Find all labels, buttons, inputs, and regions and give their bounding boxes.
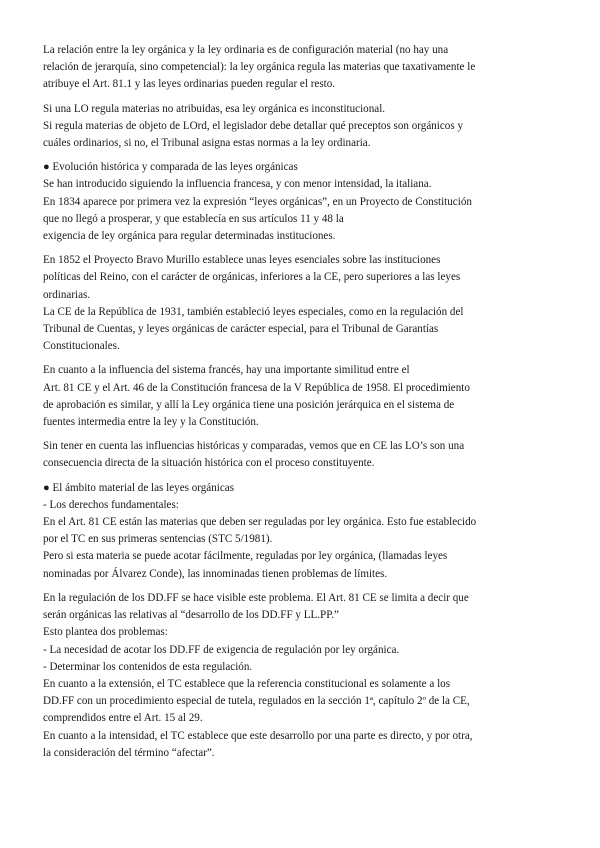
text-line: En 1852 el Proyecto Bravo Murillo establece unas leyes esenciales sobre las instituciones bbox=[43, 254, 441, 267]
paragraph-influencia-francesa bbox=[43, 362, 555, 431]
text-line: Art. 81 CE y el Art. 46 de la Constitución francesa de la V República de 1958. El procedimiento bbox=[43, 381, 470, 394]
text-line: consecuencia directa de la situación histórica con el proceso constituyente. bbox=[43, 457, 375, 470]
text-line: que no llegó a prosperar, y que establecía en sus artículos 11 y 48 la bbox=[43, 212, 344, 225]
section-heading-ambito: ● El ámbito material de las leyes orgánicas bbox=[43, 481, 235, 494]
text-line: En la regulación de los DD.FF se hace visible este problema. El Art. 81 CE se limita a decir que bbox=[43, 591, 469, 604]
paragraph-inconstitucional bbox=[43, 101, 555, 153]
text-line: comprendidos entre el Art. 15 al 29. bbox=[43, 712, 203, 725]
paragraph-bravo-murillo bbox=[43, 252, 555, 355]
text-line: atribuye el Art. 81.1 y las leyes ordinarias pueden regular el resto. bbox=[43, 78, 336, 91]
paragraph-regulacion-ddff bbox=[43, 590, 555, 762]
text-line: En el Art. 81 CE están las materias que deben ser reguladas por ley orgánica. Esto fue establecido bbox=[43, 516, 477, 529]
text-line: En cuanto a la influencia del sistema francés, hay una importante similitud entre el bbox=[43, 364, 410, 377]
text-line: - Los derechos fundamentales: bbox=[43, 498, 179, 511]
section-heading-evolucion: ● Evolución histórica y comparada de las leyes orgánicas bbox=[43, 161, 298, 174]
text-line: serán orgánicas las relativas al “desarrollo de los DD.FF y LL.PP.” bbox=[43, 609, 339, 622]
section-ambito-material bbox=[43, 480, 555, 583]
text-line: relación de jerarquía, sino competencial): la ley orgánica regula las materias que taxativamente le bbox=[43, 61, 476, 74]
text-line: nominadas por Álvarez Conde), las innominadas tienen problemas de límites. bbox=[43, 567, 388, 580]
text-line: En 1834 aparece por primera vez la expresión “leyes orgánicas”, en un Proyecto de Constitución bbox=[43, 195, 472, 208]
text-line: DD.FF con un procedimiento especial de tutela, regulados en la sección 1ª, capítulo 2º de la CE, bbox=[43, 695, 470, 708]
text-line: la consideración del término “afectar”. bbox=[43, 746, 215, 759]
text-line: por el TC en sus primeras sentencias (STC 5/1981). bbox=[43, 533, 273, 546]
text-line: En cuanto a la intensidad, el TC establece que este desarrollo por una parte es directo, y por otra, bbox=[43, 729, 473, 742]
text-line: Se han introducido siguiendo la influencia francesa, y con menor intensidad, la italiana. bbox=[43, 178, 432, 191]
text-line: Si una LO regula materias no atribuidas, esa ley orgánica es inconstitucional. bbox=[43, 102, 386, 115]
text-line: Esto plantea dos problemas: bbox=[43, 626, 168, 639]
text-line: Tribunal de Cuentas, y leyes orgánicas de carácter especial, para el Tribunal de Garantías bbox=[43, 323, 439, 336]
text-line: - La necesidad de acotar los DD.FF de exigencia de regulación por ley orgánica. bbox=[43, 643, 400, 656]
document-page bbox=[43, 42, 555, 769]
text-line: La CE de la República de 1931, también estableció leyes especiales, como en la regulación del bbox=[43, 305, 464, 318]
text-line: Sin tener en cuenta las influencias históricas y comparadas, vemos que en CE las LO’s son una bbox=[43, 440, 465, 453]
text-line: - Determinar los contenidos de esta regulación. bbox=[43, 660, 253, 673]
text-line: Pero si esta materia se puede acotar fácilmente, reguladas por ley orgánica, (llamadas leyes bbox=[43, 550, 448, 563]
text-line: La relación entre la ley orgánica y la ley ordinaria es de configuración material (no hay una bbox=[43, 44, 449, 56]
text-line: fuentes intermedia entre la ley y la Constitución. bbox=[43, 416, 259, 429]
text-line: políticas del Reino, con el carácter de orgánicas, inferiores a la CE, pero superiores a las leyes bbox=[43, 271, 461, 284]
text-line: cuáles ordinarios, si no, el Tribunal asigna estas normas a la ley ordinaria. bbox=[43, 137, 371, 150]
paragraph-situacion-historica bbox=[43, 438, 555, 472]
text-line: de aprobación es similar, y allí la Ley orgánica tiene una posición jerárquica en el sistema de bbox=[43, 398, 455, 411]
paragraph-relacion bbox=[43, 42, 555, 94]
text-line: Constitucionales. bbox=[43, 340, 120, 353]
text-line: Si regula materias de objeto de LOrd, el legislador debe detallar qué preceptos son orgánicos y bbox=[43, 119, 463, 132]
text-line: exigencia de ley orgánica para regular determinadas instituciones. bbox=[43, 230, 336, 243]
text-line: En cuanto a la extensión, el TC establece que la referencia constitucional es solamente a los bbox=[43, 677, 451, 690]
text-line: ordinarias. bbox=[43, 288, 91, 301]
section-evolucion-historica bbox=[43, 159, 555, 245]
